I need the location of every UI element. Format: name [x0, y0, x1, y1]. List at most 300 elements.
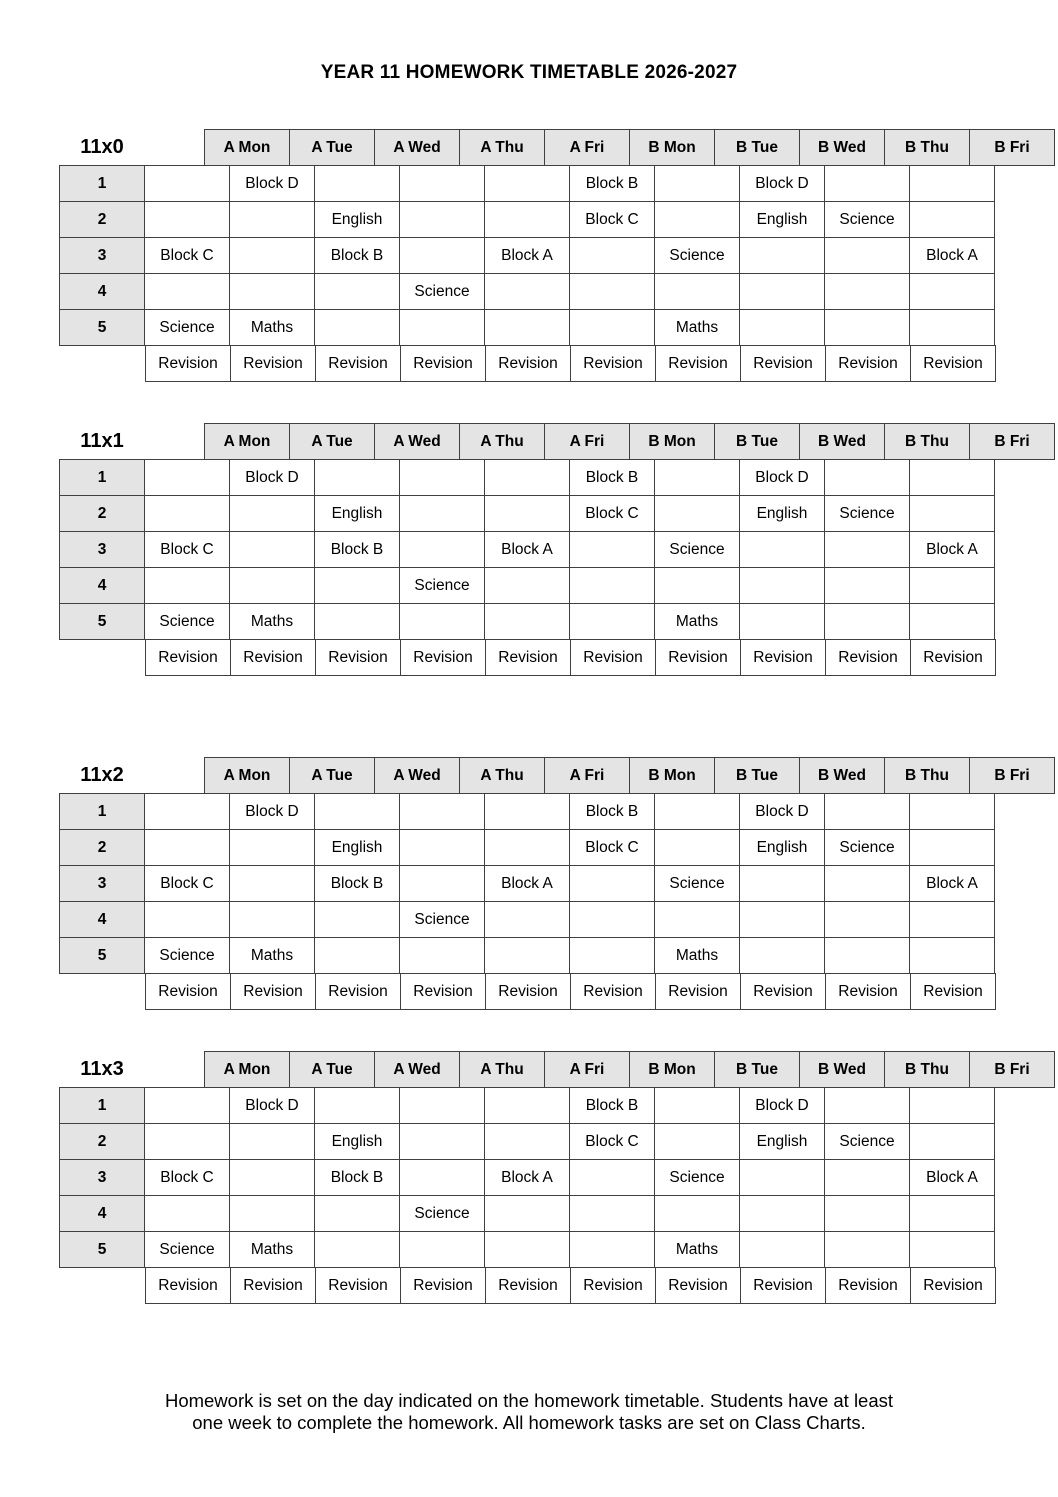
homework-cell: [399, 165, 485, 202]
homework-cell: [484, 793, 570, 830]
homework-cell: [144, 1087, 230, 1124]
timetable-label: 11x3: [80, 1058, 124, 1080]
revision-cell: Revision: [825, 973, 911, 1010]
revision-cell: Revision: [315, 1267, 401, 1304]
homework-cell: Block D: [739, 793, 825, 830]
homework-cell: [229, 531, 315, 568]
period-row: [59, 567, 994, 603]
homework-cell: English: [739, 829, 825, 866]
homework-cell: [144, 495, 230, 532]
homework-cell: [654, 1087, 740, 1124]
revision-cell: Revision: [145, 639, 231, 676]
homework-cell: [824, 237, 910, 274]
homework-cell: [399, 531, 485, 568]
period-row: [59, 459, 994, 495]
day-header-row: [204, 129, 1054, 165]
day-header-cell: A Tue: [289, 423, 375, 460]
homework-cell: [824, 273, 910, 310]
period-number-cell: 4: [59, 273, 145, 310]
day-header-row: [204, 757, 1054, 793]
revision-cell: Revision: [315, 345, 401, 382]
homework-cell: [229, 865, 315, 902]
homework-cell: Maths: [654, 1231, 740, 1268]
period-number-cell: 1: [59, 165, 145, 202]
revision-cell: Revision: [910, 639, 996, 676]
homework-cell: [484, 165, 570, 202]
homework-cell: [739, 309, 825, 346]
day-header-cell: B Thu: [884, 757, 970, 794]
period-row: [59, 1123, 994, 1159]
revision-cell: Revision: [230, 1267, 316, 1304]
period-number-cell: 4: [59, 567, 145, 604]
homework-cell: [909, 1123, 995, 1160]
homework-cell: Block A: [484, 237, 570, 274]
homework-cell: [229, 495, 315, 532]
day-header-cell: B Tue: [714, 1051, 800, 1088]
homework-cell: [569, 273, 655, 310]
timetable-label: 11x0: [80, 136, 124, 158]
homework-cell: [399, 793, 485, 830]
period-number-cell: 4: [59, 1195, 145, 1232]
homework-cell: [909, 495, 995, 532]
homework-cell: [824, 793, 910, 830]
homework-cell: [654, 165, 740, 202]
period-row: [59, 237, 994, 273]
homework-cell: [909, 201, 995, 238]
homework-cell: [314, 901, 400, 938]
homework-cell: [144, 793, 230, 830]
period-number-cell: 5: [59, 603, 145, 640]
homework-cell: English: [739, 495, 825, 532]
homework-cell: [399, 829, 485, 866]
homework-cell: [654, 829, 740, 866]
revision-cell: Revision: [825, 639, 911, 676]
homework-cell: [314, 273, 400, 310]
homework-cell: [399, 495, 485, 532]
homework-cell: [484, 937, 570, 974]
day-header-cell: B Wed: [799, 1051, 885, 1088]
revision-row: [145, 973, 995, 1009]
day-header-cell: A Thu: [459, 129, 545, 166]
day-header-cell: A Wed: [374, 129, 460, 166]
homework-cell: [909, 901, 995, 938]
revision-cell: Revision: [485, 1267, 571, 1304]
homework-cell: Maths: [229, 603, 315, 640]
homework-cell: Block D: [229, 165, 315, 202]
period-row: [59, 1195, 994, 1231]
homework-cell: Science: [399, 901, 485, 938]
homework-cell: Block A: [909, 531, 995, 568]
period-row: [59, 793, 994, 829]
homework-cell: [824, 1087, 910, 1124]
homework-cell: [739, 865, 825, 902]
homework-cell: [909, 273, 995, 310]
period-number-cell: 4: [59, 901, 145, 938]
revision-cell: Revision: [400, 1267, 486, 1304]
homework-cell: [569, 531, 655, 568]
homework-cell: [229, 273, 315, 310]
homework-cell: [654, 567, 740, 604]
homework-cell: [484, 1123, 570, 1160]
homework-cell: Block D: [229, 1087, 315, 1124]
day-header-cell: B Fri: [969, 1051, 1055, 1088]
period-number-cell: 2: [59, 829, 145, 866]
revision-cell: Revision: [400, 639, 486, 676]
revision-cell: Revision: [570, 639, 656, 676]
day-header-cell: B Fri: [969, 757, 1055, 794]
homework-cell: [824, 901, 910, 938]
day-header-row: [204, 1051, 1054, 1087]
period-number-cell: 5: [59, 309, 145, 346]
homework-cell: [909, 567, 995, 604]
homework-cell: English: [314, 495, 400, 532]
day-header-cell: B Mon: [629, 423, 715, 460]
revision-cell: Revision: [230, 639, 316, 676]
homework-cell: Block A: [484, 531, 570, 568]
homework-cell: Block B: [314, 531, 400, 568]
homework-cell: [569, 237, 655, 274]
homework-cell: Block C: [144, 531, 230, 568]
homework-cell: [399, 459, 485, 496]
homework-cell: [314, 603, 400, 640]
homework-cell: [824, 937, 910, 974]
homework-cell: [399, 1123, 485, 1160]
homework-cell: [909, 1087, 995, 1124]
homework-cell: [824, 309, 910, 346]
homework-cell: Block C: [569, 1123, 655, 1160]
homework-cell: English: [739, 1123, 825, 1160]
revision-cell: Revision: [230, 973, 316, 1010]
homework-cell: [824, 1195, 910, 1232]
homework-cell: English: [314, 829, 400, 866]
homework-cell: [739, 531, 825, 568]
period-row: [59, 1087, 994, 1123]
homework-cell: [399, 603, 485, 640]
homework-cell: Science: [144, 937, 230, 974]
homework-cell: Maths: [229, 1231, 315, 1268]
revision-cell: Revision: [485, 973, 571, 1010]
day-header-cell: A Mon: [204, 757, 290, 794]
homework-cell: [484, 1195, 570, 1232]
homework-cell: [229, 829, 315, 866]
revision-cell: Revision: [570, 1267, 656, 1304]
day-header-cell: A Wed: [374, 757, 460, 794]
period-row: [59, 865, 994, 901]
period-row: [59, 165, 994, 201]
revision-cell: Revision: [485, 639, 571, 676]
homework-cell: [654, 793, 740, 830]
homework-cell: Maths: [654, 309, 740, 346]
homework-cell: Block A: [484, 1159, 570, 1196]
homework-cell: [314, 1231, 400, 1268]
homework-cell: Block D: [229, 793, 315, 830]
homework-cell: [229, 1123, 315, 1160]
revision-row: [145, 345, 995, 381]
homework-cell: [484, 459, 570, 496]
homework-cell: Block B: [569, 459, 655, 496]
period-row: [59, 1231, 994, 1267]
period-row: [59, 201, 994, 237]
homework-cell: [569, 309, 655, 346]
homework-cell: Block A: [484, 865, 570, 902]
day-header-cell: A Wed: [374, 1051, 460, 1088]
homework-cell: English: [314, 1123, 400, 1160]
homework-cell: [569, 901, 655, 938]
day-header-cell: A Thu: [459, 757, 545, 794]
homework-cell: [569, 1231, 655, 1268]
homework-cell: [399, 1087, 485, 1124]
homework-cell: English: [314, 201, 400, 238]
homework-cell: [484, 273, 570, 310]
day-header-cell: B Wed: [799, 129, 885, 166]
homework-cell: [314, 1195, 400, 1232]
footer-note: [0, 1390, 1058, 1434]
revision-cell: Revision: [825, 345, 911, 382]
homework-cell: [739, 901, 825, 938]
homework-cell: [739, 1159, 825, 1196]
homework-cell: [654, 459, 740, 496]
homework-cell: [314, 793, 400, 830]
day-header-cell: B Wed: [799, 423, 885, 460]
homework-cell: Block C: [569, 829, 655, 866]
day-header-cell: A Tue: [289, 129, 375, 166]
period-number-cell: 2: [59, 495, 145, 532]
day-header-row: [204, 423, 1054, 459]
homework-cell: [399, 309, 485, 346]
timetable-label: 11x1: [80, 430, 124, 452]
homework-cell: [824, 865, 910, 902]
homework-cell: Block D: [739, 165, 825, 202]
revision-cell: Revision: [145, 345, 231, 382]
homework-cell: [144, 273, 230, 310]
homework-cell: Maths: [229, 309, 315, 346]
homework-cell: Science: [654, 1159, 740, 1196]
homework-cell: [399, 1159, 485, 1196]
homework-cell: [909, 459, 995, 496]
homework-cell: [654, 201, 740, 238]
revision-cell: Revision: [740, 639, 826, 676]
homework-cell: [484, 1231, 570, 1268]
day-header-cell: B Tue: [714, 129, 800, 166]
homework-cell: [399, 1231, 485, 1268]
period-number-cell: 5: [59, 1231, 145, 1268]
homework-cell: [739, 1195, 825, 1232]
revision-cell: Revision: [315, 973, 401, 1010]
day-header-cell: B Mon: [629, 1051, 715, 1088]
homework-cell: [399, 865, 485, 902]
homework-cell: Block C: [569, 495, 655, 532]
day-header-cell: A Tue: [289, 1051, 375, 1088]
homework-cell: [314, 567, 400, 604]
homework-cell: [654, 901, 740, 938]
homework-cell: [484, 201, 570, 238]
homework-cell: Maths: [229, 937, 315, 974]
revision-cell: Revision: [655, 1267, 741, 1304]
homework-cell: [144, 829, 230, 866]
homework-cell: [399, 201, 485, 238]
period-number-cell: 1: [59, 459, 145, 496]
revision-cell: Revision: [570, 345, 656, 382]
period-number-cell: 5: [59, 937, 145, 974]
homework-cell: [909, 603, 995, 640]
day-header-cell: A Fri: [544, 129, 630, 166]
day-header-cell: B Thu: [884, 1051, 970, 1088]
day-header-cell: B Thu: [884, 129, 970, 166]
homework-cell: [484, 309, 570, 346]
homework-cell: [824, 567, 910, 604]
homework-cell: [229, 1195, 315, 1232]
day-header-cell: A Wed: [374, 423, 460, 460]
homework-cell: Science: [824, 201, 910, 238]
homework-cell: [569, 603, 655, 640]
homework-cell: [824, 165, 910, 202]
homework-cell: Science: [399, 1195, 485, 1232]
homework-cell: [399, 237, 485, 274]
homework-cell: [314, 459, 400, 496]
homework-cell: [399, 937, 485, 974]
homework-cell: Maths: [654, 937, 740, 974]
homework-cell: [484, 495, 570, 532]
homework-cell: [484, 901, 570, 938]
homework-cell: [569, 567, 655, 604]
revision-cell: Revision: [655, 639, 741, 676]
homework-cell: Science: [144, 603, 230, 640]
homework-cell: [654, 273, 740, 310]
day-header-cell: A Tue: [289, 757, 375, 794]
homework-cell: [144, 165, 230, 202]
period-number-cell: 3: [59, 237, 145, 274]
revision-cell: Revision: [910, 1267, 996, 1304]
homework-cell: Block A: [909, 237, 995, 274]
period-row: [59, 531, 994, 567]
page-title: YEAR 11 HOMEWORK TIMETABLE 2026-2027: [320, 62, 738, 83]
period-number-cell: 3: [59, 865, 145, 902]
homework-cell: [229, 201, 315, 238]
day-header-cell: A Fri: [544, 1051, 630, 1088]
revision-cell: Revision: [910, 973, 996, 1010]
revision-cell: Revision: [740, 1267, 826, 1304]
period-row: [59, 937, 994, 973]
homework-cell: Block D: [739, 1087, 825, 1124]
day-header-cell: B Wed: [799, 757, 885, 794]
homework-cell: Science: [824, 1123, 910, 1160]
homework-cell: [229, 901, 315, 938]
homework-cell: Block C: [144, 237, 230, 274]
day-header-cell: A Mon: [204, 1051, 290, 1088]
homework-cell: [739, 237, 825, 274]
homework-cell: [314, 165, 400, 202]
day-header-cell: A Fri: [544, 757, 630, 794]
day-header-cell: B Tue: [714, 423, 800, 460]
homework-cell: [654, 1195, 740, 1232]
timetable-label: 11x2: [80, 764, 124, 786]
homework-cell: [144, 901, 230, 938]
homework-cell: [909, 793, 995, 830]
period-number-cell: 1: [59, 1087, 145, 1124]
period-row: [59, 603, 994, 639]
homework-cell: [144, 1123, 230, 1160]
homework-cell: [144, 459, 230, 496]
day-header-cell: B Fri: [969, 129, 1055, 166]
homework-cell: Block B: [569, 793, 655, 830]
homework-cell: [484, 603, 570, 640]
period-number-cell: 2: [59, 201, 145, 238]
homework-cell: Science: [399, 273, 485, 310]
homework-cell: Block C: [144, 865, 230, 902]
period-row: [59, 495, 994, 531]
footer-line-2: one week to complete the homework. All homework tasks are set on Class Charts.: [192, 1412, 866, 1433]
homework-cell: [484, 567, 570, 604]
revision-cell: Revision: [230, 345, 316, 382]
revision-cell: Revision: [655, 973, 741, 1010]
period-number-cell: 2: [59, 1123, 145, 1160]
homework-cell: [229, 567, 315, 604]
homework-cell: Block C: [569, 201, 655, 238]
homework-cell: Science: [824, 495, 910, 532]
day-header-cell: B Mon: [629, 757, 715, 794]
homework-cell: [314, 309, 400, 346]
homework-cell: Science: [654, 237, 740, 274]
homework-cell: [824, 459, 910, 496]
day-header-cell: B Fri: [969, 423, 1055, 460]
homework-cell: [909, 1195, 995, 1232]
day-header-cell: A Mon: [204, 423, 290, 460]
homework-cell: Maths: [654, 603, 740, 640]
day-header-cell: B Mon: [629, 129, 715, 166]
revision-cell: Revision: [145, 1267, 231, 1304]
day-header-cell: A Thu: [459, 423, 545, 460]
homework-cell: [144, 1195, 230, 1232]
homework-cell: Block B: [314, 1159, 400, 1196]
homework-cell: Block A: [909, 865, 995, 902]
homework-cell: [909, 829, 995, 866]
period-row: [59, 829, 994, 865]
revision-cell: Revision: [570, 973, 656, 1010]
homework-cell: Block B: [314, 865, 400, 902]
homework-cell: Science: [399, 567, 485, 604]
homework-cell: [569, 1159, 655, 1196]
homework-cell: [824, 531, 910, 568]
footer-line-1: Homework is set on the day indicated on the homework timetable. Students have at least: [164, 1390, 894, 1411]
homework-cell: Block A: [909, 1159, 995, 1196]
revision-cell: Revision: [655, 345, 741, 382]
homework-cell: Block B: [314, 237, 400, 274]
day-header-cell: B Thu: [884, 423, 970, 460]
revision-cell: Revision: [145, 973, 231, 1010]
homework-cell: [654, 1123, 740, 1160]
day-header-cell: A Mon: [204, 129, 290, 166]
homework-cell: Science: [654, 531, 740, 568]
homework-cell: [739, 937, 825, 974]
homework-cell: Science: [654, 865, 740, 902]
homework-cell: [654, 495, 740, 532]
period-number-cell: 1: [59, 793, 145, 830]
homework-cell: [144, 567, 230, 604]
revision-row: [145, 639, 995, 675]
homework-cell: [909, 937, 995, 974]
homework-cell: Block B: [569, 165, 655, 202]
revision-cell: Revision: [400, 345, 486, 382]
homework-cell: Block C: [144, 1159, 230, 1196]
homework-cell: [569, 937, 655, 974]
homework-cell: Science: [144, 1231, 230, 1268]
homework-cell: [739, 567, 825, 604]
homework-cell: [229, 237, 315, 274]
homework-cell: English: [739, 201, 825, 238]
period-row: [59, 309, 994, 345]
homework-cell: Block B: [569, 1087, 655, 1124]
revision-cell: Revision: [740, 345, 826, 382]
